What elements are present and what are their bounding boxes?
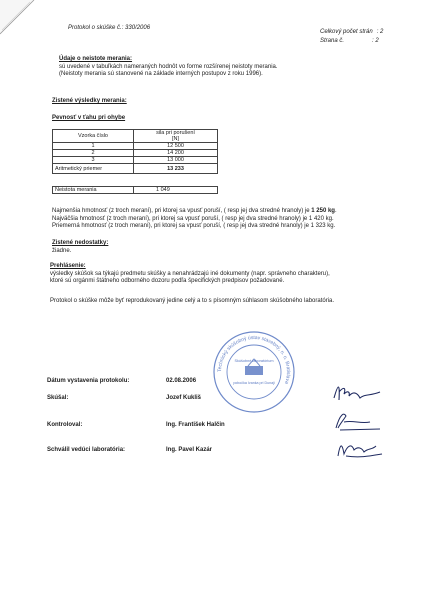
stamp-inner-text: Skúšobné laboratórium (234, 359, 274, 363)
defects-section (52, 240, 108, 255)
defects-value: žiadne. (52, 247, 72, 254)
weight-max: Najväčšia hmotnosť (z troch meraní), pri ktorej sa vpusť poruší, ( resp jej dva stredné hranoly) je 1 420 kg. (52, 215, 334, 222)
checker-signature (330, 408, 390, 434)
stamp-logo-icon (245, 366, 263, 375)
stamp-ring-text: Technický skúšobný ústav stavebný, n. o. Bratislava (216, 334, 292, 385)
force-cell: 13 000 (134, 157, 218, 164)
uncertainty-value: 1 049 (134, 187, 218, 194)
results-table (52, 129, 218, 174)
uncertainty-label: Neistota merania (53, 187, 134, 194)
table-row (53, 187, 218, 194)
uncertainty-line-1: sú uvedené v tabuľkách nameraných hodnôt vo forme rozšírenej neistoty merania. (59, 63, 278, 70)
date-value: 02.08.2006 (166, 378, 197, 384)
force-cell: 14 200 (134, 150, 218, 157)
page-number-value: : 2 (372, 37, 379, 44)
sample-cell: 2 (53, 150, 134, 157)
table-row (53, 150, 218, 157)
uncertainty-table (52, 186, 218, 194)
tester-signature (330, 380, 390, 406)
uncertainty-section (59, 56, 278, 79)
table-row (53, 143, 218, 150)
stamp-inner-bottom: pobočka Ivanka pri Dunaji (233, 381, 275, 385)
tested-value: Jozef Kukliš (166, 395, 202, 401)
page-number-label: Strana č. (320, 37, 345, 44)
checked-value: Ing. František Halčin (166, 422, 225, 428)
total-pages-value: : 2 (376, 29, 384, 35)
sample-cell: 1 (53, 143, 134, 150)
uncertainty-title: Údaje o neistote merania: (59, 56, 133, 62)
column-header-sample: Vzorka číslo (53, 130, 134, 143)
approved-label: Schválil vedúci laboratória: (47, 447, 126, 453)
laboratory-stamp (212, 330, 296, 414)
mean-value: 13 233 (134, 164, 218, 174)
checked-label: Kontroloval: (47, 422, 83, 428)
declaration-line-2: ktoré sú orgánmi štátneho odborného dozoru podľa špecifických predpisov požadované. (50, 278, 285, 284)
declaration-line-1: výsledky skúšok sa týkajú predmetu skúšky a nenahrádzajú iné dokumenty (napr. správneho charakteru), (50, 270, 330, 277)
sample-cell: 3 (53, 157, 134, 164)
weight-min: Najmenšia hmotnosť (z troch meraní), pri ktorej sa vpusť poruší, ( resp jej dva stredné hranoly) je 1 250 kg. (52, 208, 337, 214)
force-cell: 12 500 (134, 143, 218, 150)
approver-signature (330, 436, 390, 462)
column-header-unit: [N] (134, 136, 218, 143)
uncertainty-line-2: (Neistoty merania sú stanovené na základe interných postupov z roku 1996). (59, 71, 263, 77)
page-info (320, 28, 383, 45)
column-header-force: sila pri porušení (134, 130, 218, 137)
mean-label: Aritmetický priemer (53, 164, 134, 174)
table-row-mean (53, 164, 218, 174)
defects-title: Zistené nedostatky: (52, 240, 109, 246)
date-label: Dátum vystavenia protokolu: (47, 378, 130, 384)
weight-avg: Priemerná hmotnosť (z troch meraní), pri ktorej sa vpusť poruší, ( resp jej dva stredné hranoly) je 1 323 kg. (52, 223, 336, 229)
reproduction-note: Protokol o skúške môže byť reprodukovaný jedine celý a to s písomným súhlasom skúšobného laboratória. (50, 298, 335, 304)
page-corner-fold (0, 0, 40, 40)
total-pages-label: Celkový počet strán (320, 29, 373, 35)
declaration-section (50, 263, 330, 286)
weights-section (52, 208, 337, 231)
approved-value: Ing. Pavel Kazár (166, 447, 213, 453)
table-row (53, 157, 218, 164)
protocol-number: Protokol o skúške č.: 330/2006 (68, 25, 151, 31)
results-subtitle: Pevnosť v ťahu pri ohybe (52, 115, 126, 121)
tested-label: Skúšal: (47, 395, 69, 401)
declaration-title: Prehlásenie: (50, 263, 86, 269)
results-title: Zistené výsledky merania: (52, 98, 127, 104)
